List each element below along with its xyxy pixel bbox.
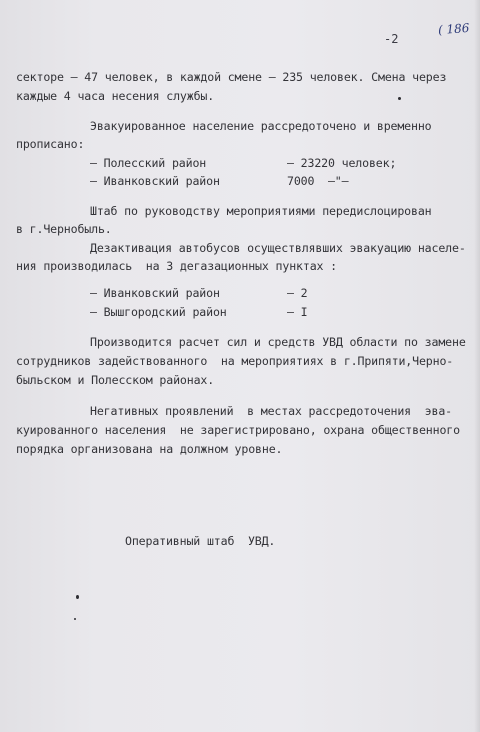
- body-line: Дезактивация автобусов осуществлявших эвакуацию населе-: [90, 241, 466, 255]
- points-row-value: – 2: [287, 286, 308, 300]
- ink-speck: [74, 618, 76, 620]
- points-row-value: – I: [287, 305, 308, 319]
- body-line: в г.Чернобыль.: [16, 222, 112, 236]
- population-row-value: – 23220 человек;: [287, 156, 397, 170]
- signature: Оперативный штаб УВД.: [125, 534, 276, 548]
- body-line: Производится расчет сил и средств УВД области по замене: [90, 335, 466, 349]
- body-line: порядка организована на должном уровне.: [16, 442, 283, 456]
- archive-mark: ( 186: [437, 20, 470, 38]
- population-row-value: 7000 –"–: [287, 174, 349, 188]
- page-edge-shadow: [474, 0, 480, 732]
- population-row-name: – Полесский район: [90, 156, 207, 170]
- points-row-name: – Иванковский район: [90, 286, 220, 300]
- population-row-name: – Иванковский район: [90, 174, 220, 188]
- body-line: Эвакуированное население рассредоточено и временно: [90, 119, 432, 133]
- body-line: прописано:: [16, 137, 85, 151]
- points-row-name: – Вышгородский район: [90, 305, 227, 319]
- archive-mark-number: 186: [446, 20, 470, 37]
- body-line: ния производилась на 3 дегазационных пунктах :: [16, 259, 338, 273]
- body-line: каждые 4 часа несения службы.: [16, 89, 215, 103]
- ink-speck: [76, 595, 79, 599]
- body-line: Негативных проявлений в местах рассредоточения эва-: [90, 404, 452, 418]
- body-line: куированного населения не зарегистрировано, охрана общественного: [16, 423, 460, 437]
- page-number: -2: [384, 32, 399, 46]
- body-line: секторе – 47 человек, в каждой смене – 235 человек. Смена через: [16, 70, 447, 84]
- body-line: Штаб по руководству мероприятиями передислоцирован: [90, 204, 432, 218]
- ink-speck: [398, 97, 401, 100]
- body-line: сотрудников задействованного на мероприятиях в г.Припяти,Черно-: [16, 354, 454, 368]
- body-line: быльском и Полесском районах.: [16, 373, 215, 387]
